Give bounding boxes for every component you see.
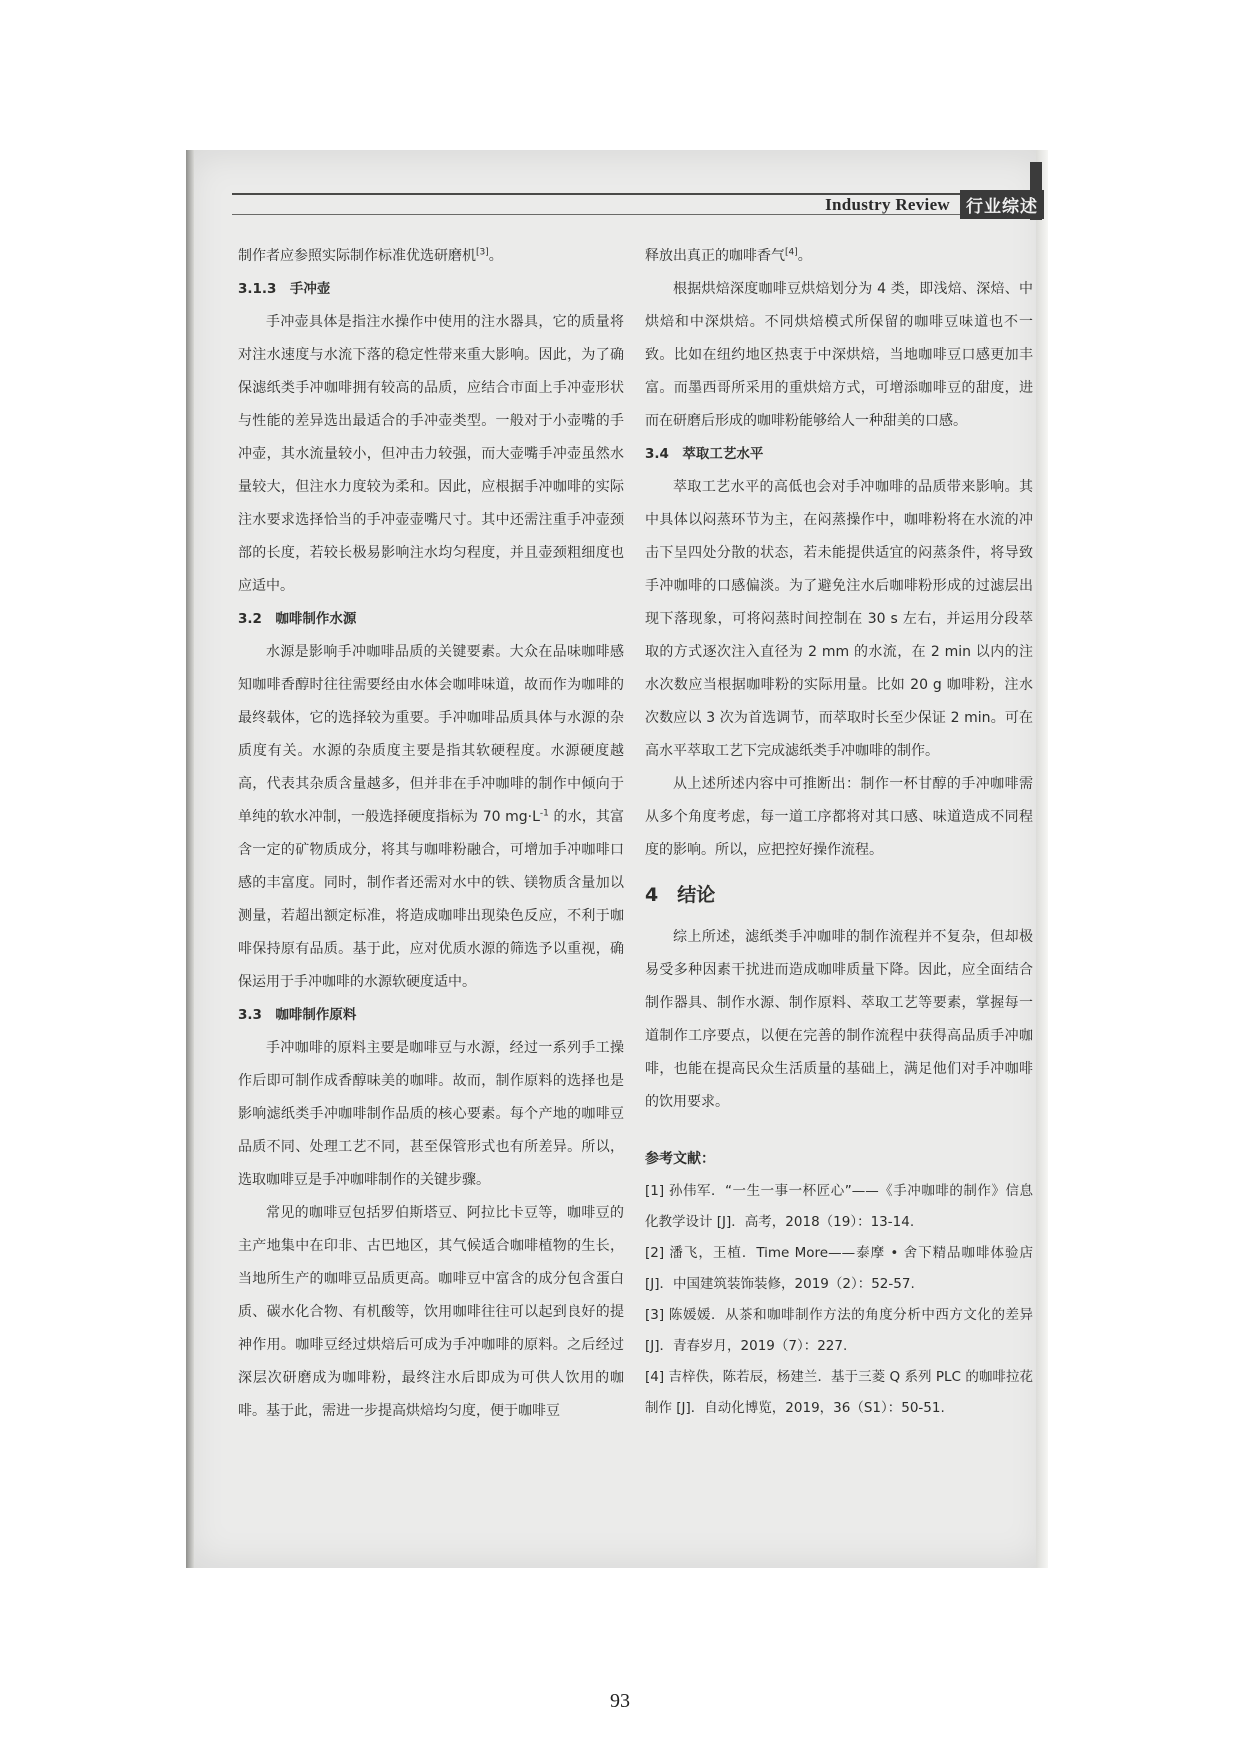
section-heading-4: 4 结论 xyxy=(645,884,716,906)
paragraph: 制作者应参照实际制作标准优选研磨机[3]。 xyxy=(238,247,503,264)
paragraph: 综上所述，滤纸类手冲咖啡的制作流程并不复杂，但却极易受多种因素干扰进而造成咖啡质量下降。因此，应全面结合制作器具、制作水源、制作原料、萃取工艺等要素，掌握每一道制作工序要点，以便在完善的制作流程中获得高品质手冲咖啡，也能在提高民众生活质量的基础上，满足他们对手冲咖啡的饮用要求。 xyxy=(645,929,1033,1110)
header-english: Industry Review xyxy=(825,194,950,214)
section-heading-3-4: 3.4 萃取工艺水平 xyxy=(645,446,764,462)
paragraph: 释放出真正的咖啡香气[4]。 xyxy=(645,247,812,264)
left-column xyxy=(238,240,624,1428)
paragraph: 常见的咖啡豆包括罗伯斯塔豆、阿拉比卡豆等，咖啡豆的主产地集中在印非、古巴地区，其气候适合咖啡植物的生长，当地所生产的咖啡豆品质更高。咖啡豆中富含的成分包含蛋白质、碳水化合物、有机酸等，饮用咖啡往往可以起到良好的提神作用。咖啡豆经过烘焙后可成为手冲咖啡的原料。之后经过深层次研磨成为咖啡粉，最终注水后即成为可供人饮用的咖啡。基于此，需进一步提高烘焙均匀度，便于咖啡豆 xyxy=(238,1205,624,1419)
page-left-edge xyxy=(186,150,194,1568)
citation: [4] xyxy=(785,247,798,258)
subsection-heading-3-1-3: 3.1.3 手冲壶 xyxy=(238,281,331,297)
running-header xyxy=(825,190,1044,219)
section-heading-3-2: 3.2 咖啡制作水源 xyxy=(238,611,357,627)
paragraph: 从上述所述内容中可推断出：制作一杯甘醇的手冲咖啡需从多个角度考虑，每一道工序都将对其口感、味道造成不同程度的影响。所以，应把控好操作流程。 xyxy=(645,776,1033,858)
reference-item: [2] 潘飞，王植．Time More——泰摩 • 舍下精品咖啡体验店 [J]．中国建筑装饰装修，2019（2）：52-57. xyxy=(645,1245,1033,1292)
right-column xyxy=(645,240,1033,1424)
page-number: 93 xyxy=(610,1690,630,1712)
paragraph: 根据烘焙深度咖啡豆烘焙划分为 4 类，即浅焙、深焙、中烘焙和中深烘焙。不同烘焙模式所保留的咖啡豆味道也不一致。比如在纽约地区热衷于中深烘焙，当地咖啡豆口感更加丰富。而墨西哥所采用的重烘焙方式，可增添咖啡豆的甜度，进而在研磨后形成的咖啡粉能够给人一种甜美的口感。 xyxy=(645,281,1033,429)
paragraph: 手冲壶具体是指注水操作中使用的注水器具，它的质量将对注水速度与水流下落的稳定性带来重大影响。因此，为了确保滤纸类手冲咖啡拥有较高的品质，应结合市面上手冲壶形状与性能的差异选出最适合的手冲壶类型。一般对于小壶嘴的手冲壶，其水流量较小，但冲击力较强，而大壶嘴手冲壶虽然水量较大，但注水力度较为柔和。因此，应根据手冲咖啡的实际注水要求选择恰当的手冲壶壶嘴尺寸。其中还需注重手冲壶颈部的长度，若较长极易影响注水均匀程度，并且壶颈粗细度也应适中。 xyxy=(238,314,624,594)
paragraph: 水源是影响手冲咖啡品质的关键要素。大众在品味咖啡感知咖啡香醇时往往需要经由水体会咖啡味道，故而作为咖啡的最终载体，它的选择较为重要。手冲咖啡品质具体与水源的杂质度有关。水源的杂质度主要是指其软硬程度。水源硬度越高，代表其杂质含量越多，但并非在手冲咖啡的制作中倾向于单纯的软水冲制，一般选择硬度指标为 70 $mg\cdot L^{-1}$ 的水，其富含一定的矿物质成分，将其与咖啡粉融合，可增加手冲咖啡口感的丰富度。同时，制作者还需对水中的铁、镁物质含量加以测量，若超出额定标准，将造成咖啡出现染色反应，不利于咖啡保持原有品质。基于此，应对优质水源的筛选予以重视，确保运用于手冲咖啡的水源软硬度适中。 xyxy=(238,644,624,990)
reference-item: [1] 孙伟军．“一生一事一杯匠心”——《手冲咖啡的制作》信息化教学设计 [J]．高考，2018（19）：13-14. xyxy=(645,1183,1033,1230)
references-title: 参考文献： xyxy=(645,1151,715,1167)
paragraph: 萃取工艺水平的高低也会对手冲咖啡的品质带来影响。其中具体以闷蒸环节为主，在闷蒸操作中，咖啡粉将在水流的冲击下呈四处分散的状态，若未能提供适宜的闷蒸条件，将导致手冲咖啡的口感偏淡。为了避免注水后咖啡粉形成的过滤层出现下落现象，可将闷蒸时间控制在 30 s 左右，并运用分段萃取的方式逐次注入直径为 2 mm 的水流，在 2 min 以内的注水次数应当根据咖啡粉的实际用量。比如 20 g 咖啡粉，注水次数应以 3 次为首选调节，而萃取时长至少保证 2 min。可在高水平萃取工艺下完成滤纸类手冲咖啡的制作。 xyxy=(645,479,1033,759)
page-right-edge xyxy=(1036,150,1048,1568)
superscript: -1 xyxy=(539,808,549,819)
header-chinese: 行业综述 xyxy=(960,190,1044,219)
reference-item: [4] 吉梓佚，陈若辰，杨建兰．基于三菱 Q 系列 PLC 的咖啡拉花制作 [J]．自动化博览，2019，36（S1）：50-51. xyxy=(645,1369,1033,1416)
citation: [3] xyxy=(476,247,489,258)
paragraph: 手冲咖啡的原料主要是咖啡豆与水源，经过一系列手工操作后即可制作成香醇味美的咖啡。故而，制作原料的选择也是影响滤纸类手冲咖啡制作品质的核心要素。每个产地的咖啡豆品质不同、处理工艺不同，甚至保管形式也有所差异。所以，选取咖啡豆是手冲咖啡制作的关键步骤。 xyxy=(238,1040,624,1188)
reference-item: [3] 陈媛媛．从茶和咖啡制作方法的角度分析中西方文化的差异 [J]．青春岁月，2019（7）：227. xyxy=(645,1307,1033,1354)
section-heading-3-3: 3.3 咖啡制作原料 xyxy=(238,1007,357,1023)
